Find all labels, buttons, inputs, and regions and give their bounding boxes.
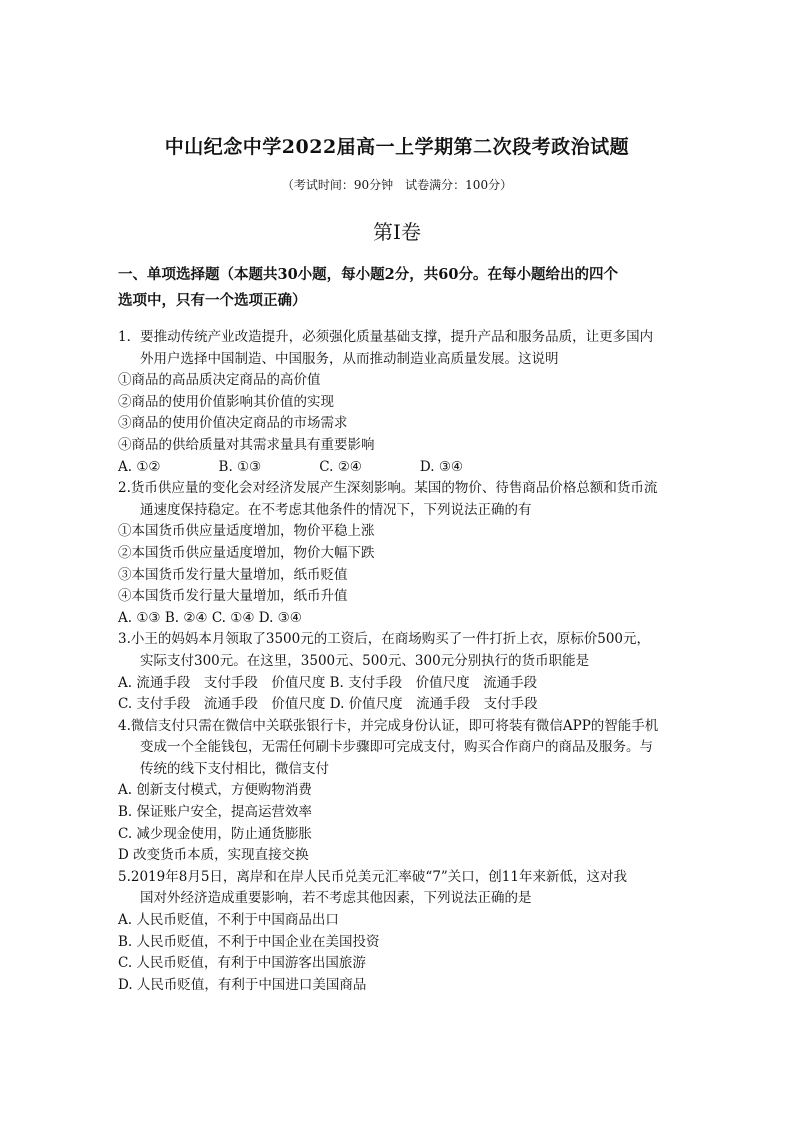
options-row: A. ①③ B. ②④ C. ①④ D. ③④	[118, 609, 302, 626]
question-stem-line: 2.货币供应量的变化会对经济发展产生深刻影响。某国的物价、待售商品价格总额和货币流	[118, 480, 658, 497]
statement: ②本国货币供应量适度增加，物价大幅下跌	[118, 544, 375, 561]
statement: ③本国货币发行量大量增加，纸币贬值	[118, 566, 348, 583]
option-b: B. ①③	[218, 458, 262, 475]
option-line: D 改变货币本质，实现直接交换	[118, 847, 309, 864]
question-stem-line: 变成一个全能钱包，无需任何刷卡步骤即可完成支付，购买合作商户的商品及服务。与	[140, 739, 653, 756]
statement: ①本国货币供应量适度增加，物价平稳上涨	[118, 523, 375, 540]
exam-subtitle: （考试时间：90分钟 试卷满分：100分）	[281, 178, 513, 192]
statement: ④本国货币发行量大量增加，纸币升值	[118, 588, 348, 605]
option-line: B. 保证账户安全，提高运营效率	[118, 804, 313, 821]
statement: ②商品的使用价值影响其价值的实现	[118, 393, 334, 410]
question-stem-line: 国对外经济造成重要影响，若不考虑其他因素，下列说法正确的是	[140, 890, 532, 907]
option-line: A. 创新支付模式，方便购物消费	[118, 782, 312, 799]
question-stem-line: 5.2019年8月5日，离岸和在岸人民币兑美元汇率破“7”关口，创11年来新低，这对我	[118, 868, 627, 885]
option-d: D. ③④	[419, 458, 464, 475]
option-line: D. 人民币贬值，有利于中国进口美国商品	[118, 976, 367, 993]
question-2	[118, 478, 688, 629]
question-1	[118, 327, 688, 478]
options-row	[118, 457, 688, 479]
question-stem-line: 传统的线下支付相比，微信支付	[140, 760, 329, 777]
question-stem-line: 外用户选择中国制造、中国服务，从而推动制造业高质量发展。这说明	[140, 350, 559, 367]
question-list	[118, 327, 688, 996]
option-line: C. 减少现金使用，防止通货膨胀	[118, 825, 312, 842]
options-row: C. 支付手段 流通手段 价值尺度 D. 价值尺度 流通手段 支付手段	[118, 696, 538, 713]
section-heading-line: 选项中，只有一个选项正确）	[118, 292, 307, 309]
statement: ③商品的使用价值决定商品的市场需求	[118, 415, 348, 432]
option-line: B. 人民币贬值，不利于中国企业在美国投资	[118, 933, 380, 950]
exam-title: 中山纪念中学2022届高一上学期第二次段考政治试题	[164, 136, 630, 158]
statement: ①商品的高品质决定商品的高价值	[118, 372, 321, 389]
option-c: C. ②④	[319, 458, 362, 475]
question-3	[118, 629, 688, 715]
options-row: A. 流通手段 支付手段 价值尺度 B. 支付手段 价值尺度 流通手段	[118, 674, 538, 691]
option-line: A. 人民币贬值，不利于中国商品出口	[118, 912, 339, 929]
question-stem-line: 实际支付300元。在这里，3500元、500元、300元分别执行的货币职能是	[140, 652, 590, 669]
statement: ④商品的供给质量对其需求量具有重要影响	[118, 436, 375, 453]
question-5	[118, 867, 688, 997]
question-stem-line: 1．要推动传统产业改造提升，必须强化质量基础支撑，提升产品和服务品质，让更多国内	[118, 329, 654, 345]
volume-heading: 第Ⅰ卷	[373, 220, 421, 244]
question-stem-line: 通速度保持稳定。在不考虑其他条件的情况下，下列说法正确的有	[140, 501, 532, 518]
option-line: C. 人民币贬值，有利于中国游客出国旅游	[118, 955, 366, 972]
question-stem-line: 4.微信支付只需在微信中关联张银行卡，并完成身份认证，即可将装有微信APP的智能手机	[118, 717, 659, 734]
question-stem-line: 3.小王的妈妈本月领取了3500元的工资后，在商场购买了一件打折上衣，原标价500元，	[118, 631, 651, 648]
option-a: A. ①②	[118, 458, 161, 475]
section-heading-line: 一、单项选择题（本题共30小题，每小题2分，共60分。在每小题给出的四个	[118, 266, 618, 283]
question-4	[118, 716, 688, 867]
section-heading	[118, 262, 683, 314]
